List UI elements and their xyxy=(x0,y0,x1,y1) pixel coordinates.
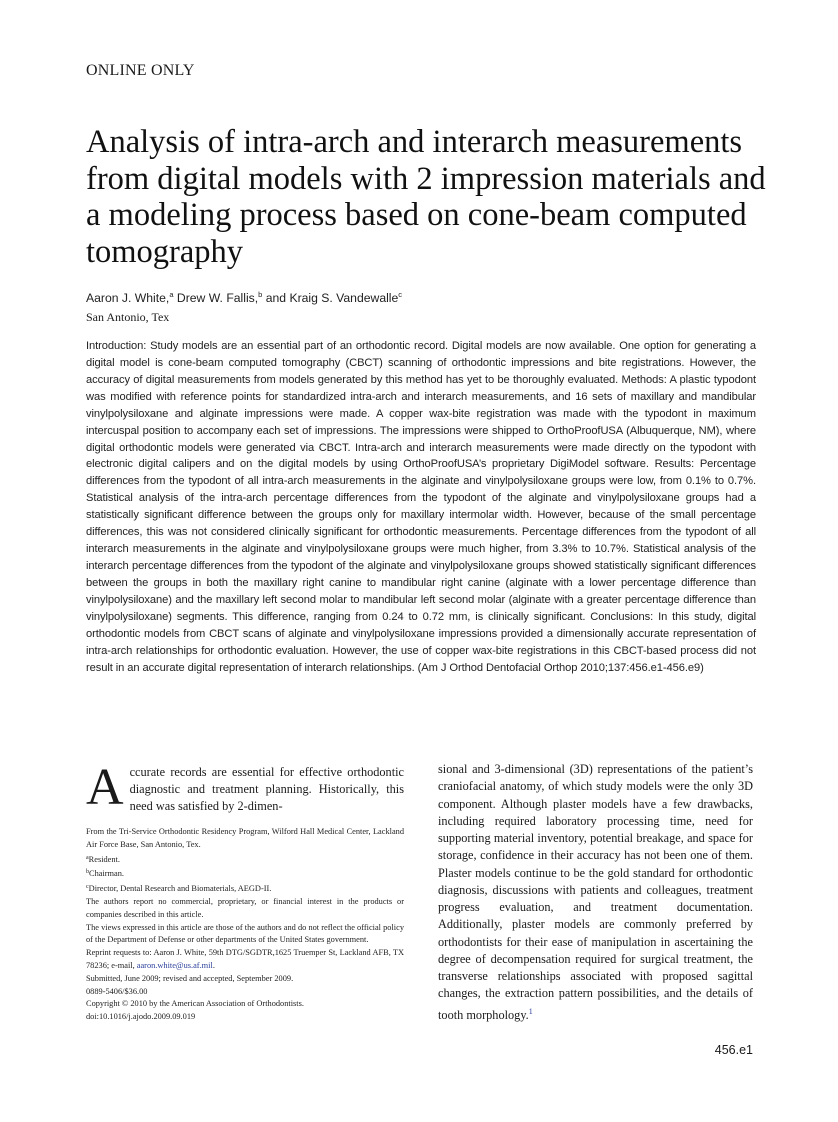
abstract: Introduction: Study models are an essential part of an orthodontic record. Digital models are now available. One option for generating a digital model is cone-beam computed tomography (CBCT) scanning of orthodontic impressions and bite registrations. However, the accuracy of digital measurements from models generated by this method has yet to be thoroughly evaluated. Methods: A plastic typodont was modified with reference points for standardized intra-arch and interarch measurements, and 16 sets of maxillary and mandibular vinylpolysiloxane and alginate impressions were made. A copper wax-bite registration was made with the typodont in maximum intercuspal position to accompany each set of impressions. The impressions were shipped to OrthoProofUSA (Albuquerque, NM), where digital orthodontic models were generated via CBCT. Intra-arch and interarch measurements were made directly on the typodont with electronic digital calipers and on the digital models by using OrthoProofUSA’s proprietary DigiModel software. Results: Percentage differences from the typodont of all intra-arch measurements in the alginate and vinylpolysiloxane groups were low, from 0.1% to 0.7%. Statistical analysis of the intra-arch percentage differences from the typodont of the alginate and vinylpolysiloxane groups had a statistically significant difference between the groups only for maxillary intermolar width. However, because of the small percentage differences, this was not considered clinically significant for orthodontic measurements. Percentage differences from the typodont of all interarch measurements in the alginate and vinylpolysiloxane groups were much higher, from 3.3% to 10.7%. Statistical analysis of the interarch percentage differences from the typodont of the alginate and vinylpolysiloxane groups showed statistically significant differences between the groups in both the maxillary right canine to mandibular right canine (alginate with a lower percentage difference than vinylpolysiloxane) and the maxillary left second molar to mandibular left second molar (alginate with a greater percentage difference than vinylpolysiloxane) segments. This difference, ranging from 0.24 to 0.72 mm, is clinically significant. Conclusions: In this study, digital orthodontic models from CBCT scans of alginate and vinylpolysiloxane impressions provided a dimensionally accurate representation of intra-arch relationships for orthodontic evaluation. However, the use of copper wax-bite registrations in this CBCT-based process did not result in an accurate digital representation of interarch relationships. (Am J Orthod Dentofacial Orthop 2010;137:456.e1-456.e9) xyxy=(86,340,756,674)
author-name: Aaron J. White, xyxy=(86,291,170,305)
author-affiliation-mark: a xyxy=(169,290,174,299)
footnotes xyxy=(86,826,404,1024)
footnote-affiliation: From the Tri-Service Orthodontic Residency Program, Wilford Hall Medical Center, Lackland Air Force Base, San Antonio, Tex. xyxy=(86,827,404,849)
author-name: Drew W. Fallis, xyxy=(176,291,259,305)
author-location: San Antonio, Tex xyxy=(86,310,170,324)
drop-cap: A xyxy=(86,759,124,816)
author-affiliation-mark: b xyxy=(258,290,263,299)
footnote-copyright: Copyright © 2010 by the American Association of Orthodontists. xyxy=(86,999,304,1009)
intro-text-start: ccurate records are essential for effective orthodontic diagnostic and treatment planning. Historically, this need was satisfied by 2-dimen- xyxy=(129,765,404,814)
intro-right-column xyxy=(438,761,753,1024)
intro-text-continued: sional and 3-dimensional (3D) representations of the patient’s craniofacial anatomy, of which study models were the only 3D component. Although plaster models have a few drawbacks, including required laboratory processing time, need for supporting material inventory, potential breakage, and space for storage, confidence in their accuracy has not been one of them. Plaster models continue to be the gold standard for orthodontic diagnosis, discussions with patients and colleagues, treatment progress evaluation, and treatment documentation. Additionally, plaster models are commonly preferred by orthodontists for their ease of manipulation in ascertaining the degree of decompensation required for surgical treatment, the transverse relationships associated with proposed sagittal changes, the extraction pattern possibilities, and the details of tooth morphology. xyxy=(438,762,753,1022)
footnote-disclaimer: The views expressed in this article are those of the authors and do not reflect the official policy of the Department of Defense or other departments of the United States government. xyxy=(86,922,404,945)
author-list xyxy=(86,290,402,305)
email-link[interactable]: aaron.white@us.af.mil xyxy=(136,960,213,970)
article-title: Analysis of intra-arch and interarch measurements from digital models with 2 impression materials and a modeling process based on cone-beam computed tomography xyxy=(86,124,766,270)
footnote-disclosure: The authors report no commercial, proprietary, or financial interest in the products or companies described in this article. xyxy=(86,896,404,919)
footnote-submitted: Submitted, June 2009; revised and accepted, September 2009. xyxy=(86,973,294,983)
page-number: 456.e1 xyxy=(714,1043,753,1057)
section-label: ONLINE ONLY xyxy=(86,62,195,79)
footnote-a: $^a$Resident. xyxy=(86,854,120,864)
intro-paragraph-start xyxy=(86,759,404,816)
intro-left-column xyxy=(86,759,404,816)
footnote-doi: doi:10.1016/j.ajodo.2009.09.019 xyxy=(86,1012,196,1022)
author-name: and Kraig S. Vandewalle xyxy=(265,291,399,305)
author-affiliation-mark: c xyxy=(398,290,403,299)
footnote-issn: 0889-5406/$36.00 xyxy=(86,986,148,996)
footnote-c: $^c$Director, Dental Research and Biomaterials, AEGD-II. xyxy=(86,884,272,894)
footnote-reprint: Reprint requests to: Aaron J. White, 59th DTG/SGDTR,1625 Truemper St, Lackland AFB, TX 78236; e-mail, aaron.white@us.af.mil. xyxy=(86,948,404,970)
footnote-b: $^b$Chairman. xyxy=(86,869,124,879)
reference-superscript[interactable]: 1 xyxy=(528,1006,533,1016)
